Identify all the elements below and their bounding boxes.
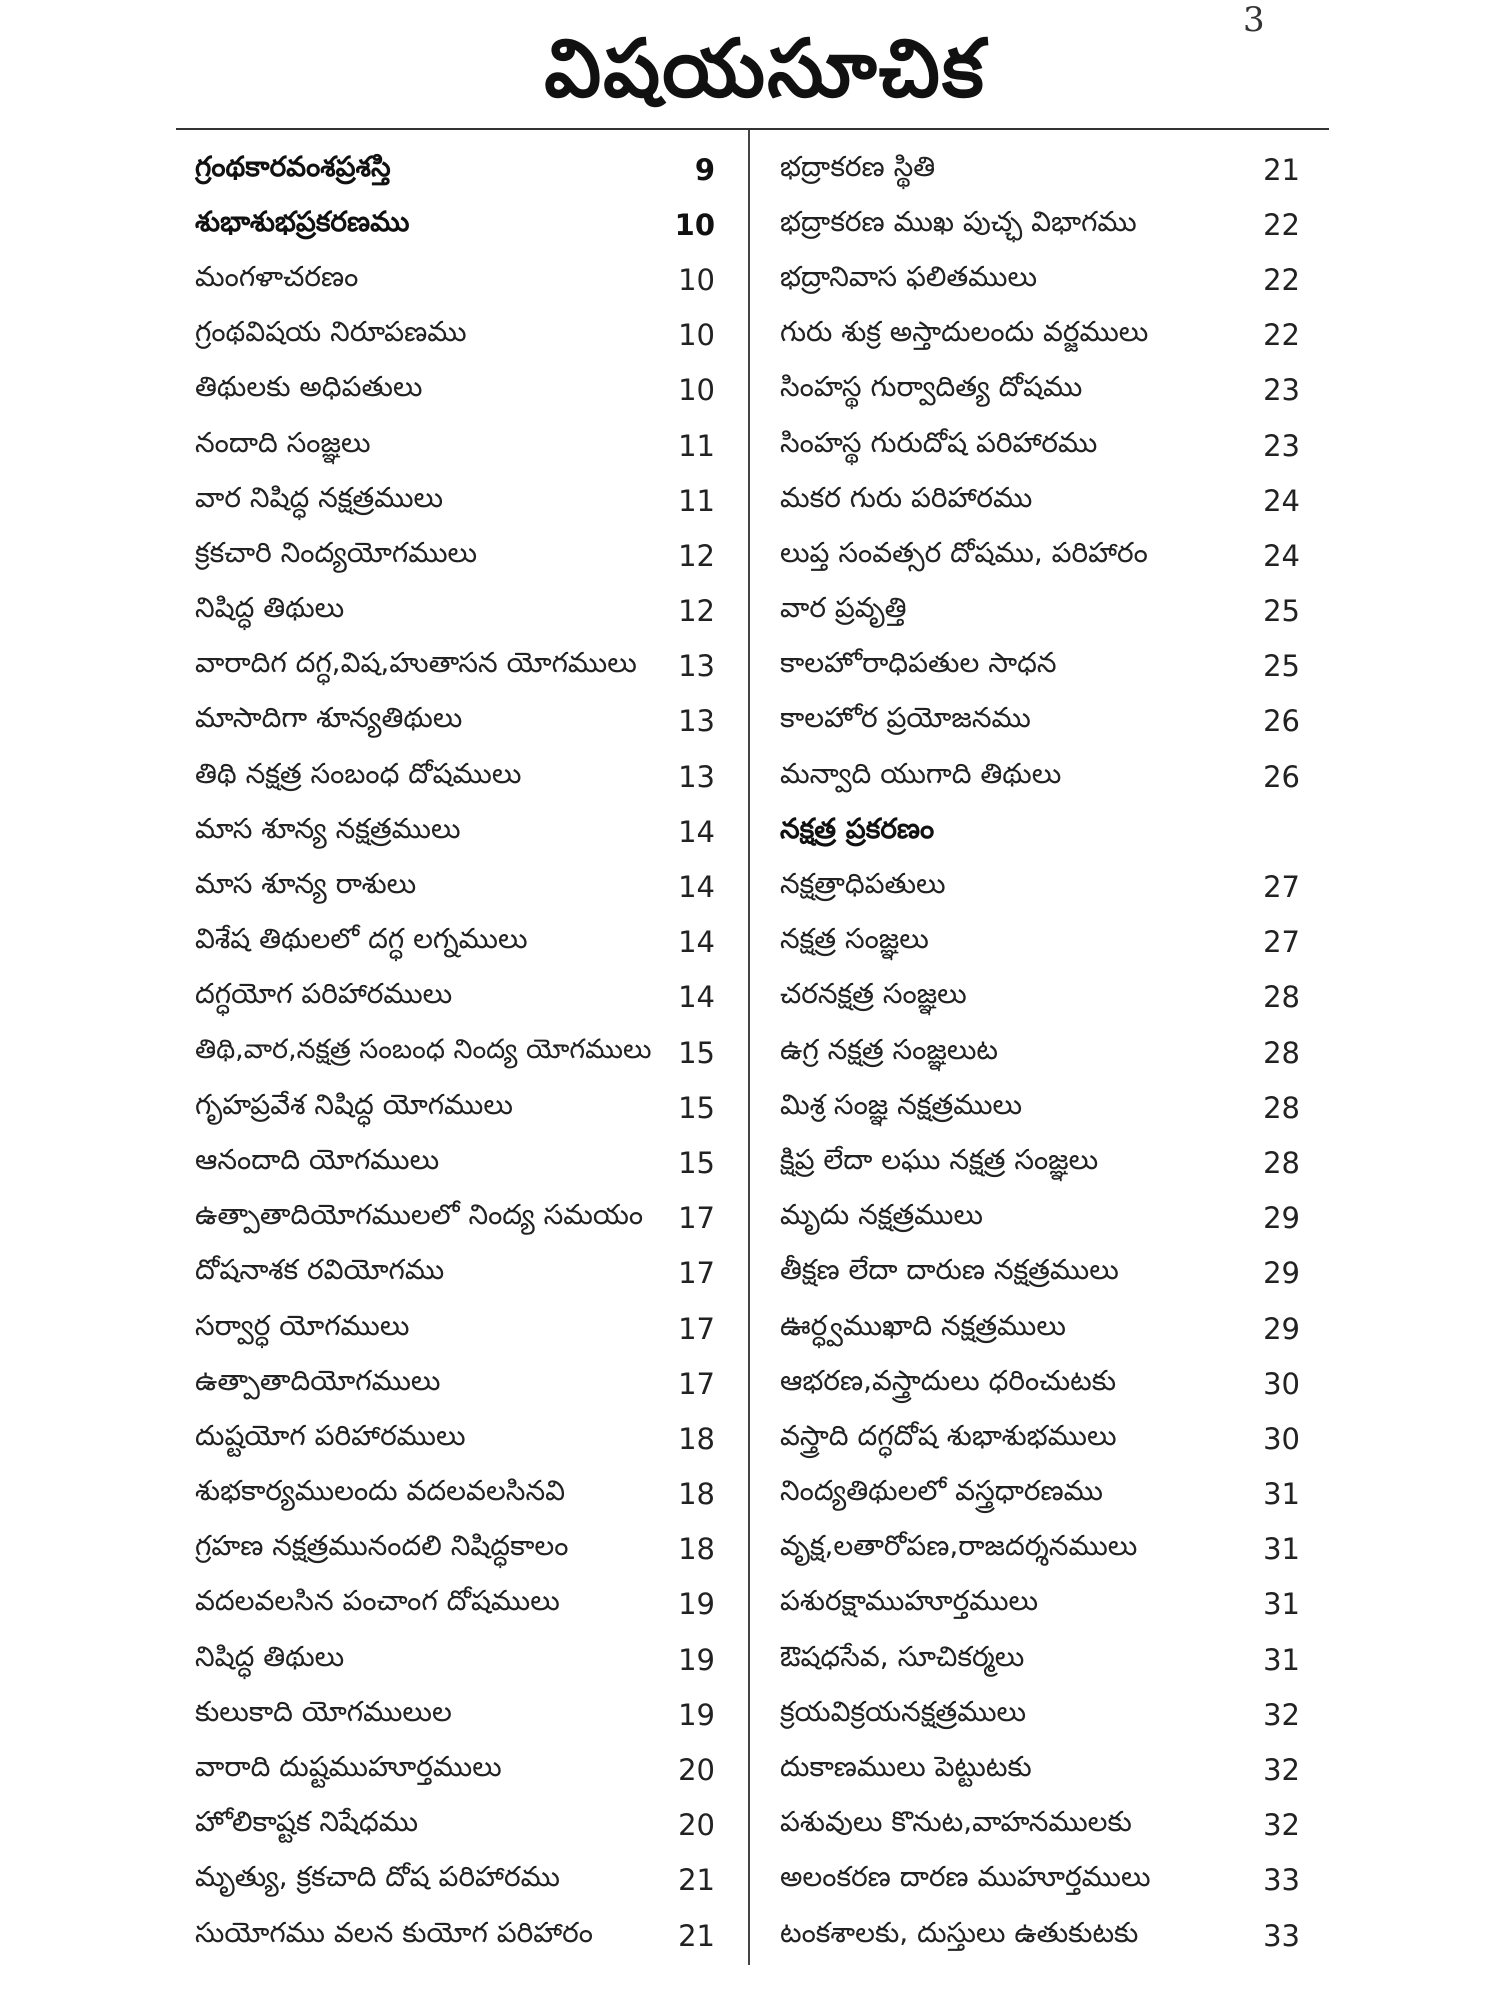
toc-entry [195,308,715,363]
toc-entry [780,252,1300,307]
toc-entry-title: లుప్త సంవత్సర దోషము, పరిహారం [780,535,1148,569]
toc-entry-page: 32 [1263,1697,1300,1732]
toc-entry-title: సింహస్థ గురుదోష పరిహారము [780,425,1098,459]
toc-entry-page: 23 [1263,373,1300,408]
toc-entry [195,528,715,583]
toc-entry-title: మాసాదిగా శూన్యతిథులు [195,701,463,735]
toc-entry-page: 25 [1263,649,1300,684]
toc-entry-title: వదలవలసిన పంచాంగ దోషములు [195,1584,560,1618]
toc-entry [780,1853,1300,1908]
toc-entry-page: 17 [678,1201,715,1236]
toc-entry-page: 22 [1263,207,1300,242]
toc-entry [780,1246,1300,1301]
toc-entry-page: 10 [678,318,715,353]
toc-entry-title: గ్రంథకారవంశప్రశస్తి [195,149,391,183]
toc-entry-title: మృదు నక్షత్రములు [780,1198,983,1232]
toc-entry [195,1522,715,1577]
toc-entry-page: 21 [1263,152,1300,187]
toc-entry-title: మకర గురు పరిహారము [780,480,1033,514]
toc-entry-title: నక్షత్ర ప్రకరణం [780,811,935,845]
toc-entry-title: సర్వార్ధ యోగములు [195,1308,410,1342]
toc-entry-page: 17 [678,1366,715,1401]
toc-entry-page: 28 [1263,1090,1300,1125]
toc-entry [195,1080,715,1135]
page-title: విషయసూచిక [544,22,986,115]
toc-entry [780,473,1300,528]
toc-entry-page: 12 [678,594,715,629]
toc-entry-title: కాలహోరాధిపతుల సాధన [780,646,1057,680]
toc-entry [195,804,715,859]
toc-entry [195,639,715,694]
toc-entry [780,1080,1300,1135]
toc-entry-page: 33 [1263,1918,1300,1953]
toc-entry [195,1632,715,1687]
toc-entry-page: 21 [678,1863,715,1898]
toc-entry-title: టంకశాలకు, దుస్తులు ఉతుకుటకు [780,1915,1139,1949]
toc-entry-title: కాలహోర ప్రయోజనము [780,701,1031,735]
toc-entry [195,859,715,914]
toc-entry [195,970,715,1025]
toc-entry-page: 14 [678,870,715,905]
toc-entry-title: నక్షత్ర సంజ్ఞలు [780,922,929,956]
toc-entry [780,1577,1300,1632]
toc-entry-page: 10 [678,373,715,408]
toc-entry [780,915,1300,970]
toc-entry-page: 13 [678,704,715,739]
toc-entry-page: 19 [678,1587,715,1622]
toc-entry-page: 31 [1263,1532,1300,1567]
toc-entry-page: 22 [1263,262,1300,297]
toc-entry-page: 11 [678,428,715,463]
toc-section-heading [195,142,715,197]
toc-entry-page: 22 [1263,318,1300,353]
toc-entry [195,1467,715,1522]
toc-entry-title: గ్రంథవిషయ నిరూపణము [195,315,467,349]
toc-entry [195,1246,715,1301]
toc-entry [195,1687,715,1742]
toc-entry-page: 25 [1263,594,1300,629]
toc-entry-page: 11 [678,483,715,518]
toc-entry-title: సుయోగము వలన కుయోగ పరిహారం [195,1915,593,1949]
toc-entry-title: దుష్టయోగ పరిహారములు [195,1418,466,1452]
toc-entry [195,1742,715,1797]
toc-entry-title: దోషనాశక రవియోగము [195,1253,445,1287]
toc-entry-page: 15 [678,1145,715,1180]
toc-entry-title: తిథి,వార,నక్షత్ర సంబంధ నింద్య యోగములు [195,1033,652,1065]
toc-entry-title: సింహస్థ గుర్వాదిత్య దోషము [780,370,1083,404]
toc-entry [780,1522,1300,1577]
toc-entry [780,363,1300,418]
toc-right-column [780,142,1300,1963]
toc-entry-title: వార నిషిద్ధ నక్షత్రములు [195,480,444,514]
toc-entry-page: 12 [678,538,715,573]
toc-entry-page: 23 [1263,428,1300,463]
toc-entry [195,584,715,639]
toc-entry [780,1191,1300,1246]
toc-entry [780,584,1300,639]
toc-entry-title: క్రయవిక్రయనక్షత్రములు [780,1694,1027,1728]
toc-entry-title: మిశ్ర సంజ్ఞ నక్షత్రములు [780,1087,1023,1121]
toc-entry [195,1908,715,1963]
toc-entry-page: 28 [1263,1145,1300,1180]
toc-entry [195,363,715,418]
toc-entry [195,1025,715,1080]
toc-entry-page: 21 [678,1918,715,1953]
toc-entry-page: 32 [1263,1753,1300,1788]
toc-entry [780,1632,1300,1687]
toc-entry [195,694,715,749]
toc-entry [780,142,1300,197]
toc-entry [195,1191,715,1246]
toc-entry-page: 14 [678,814,715,849]
toc-entry [195,1798,715,1853]
toc-entry [195,1135,715,1190]
toc-entry-title: నిషిద్ధ తిథులు [195,1639,345,1673]
toc-entry-page: 33 [1263,1863,1300,1898]
toc-entry-page: 29 [1263,1311,1300,1346]
toc-entry-page: 13 [678,759,715,794]
toc-entry-title: మాస శూన్య నక్షత్రములు [195,811,461,845]
toc-entry-title: గురు శుక్ర అస్తాదులందు వర్జములు [780,315,1149,349]
toc-entry [780,859,1300,914]
toc-entry-page: 19 [678,1697,715,1732]
toc-entry-page: 18 [678,1477,715,1512]
toc-entry-title: భద్రానివాస ఫలితములు [780,259,1038,293]
toc-entry-page: 30 [1263,1421,1300,1456]
toc-entry-title: వార ప్రవృత్తి [780,591,907,625]
toc-left-column [195,142,715,1963]
toc-entry-page: 15 [678,1090,715,1125]
toc-entry-page: 20 [678,1753,715,1788]
toc-entry-title: విశేష తిథులలో దగ్ధ లగ్నములు [195,922,528,956]
toc-entry-title: ఆభరణ,వస్త్రాదులు ధరించుటకు [780,1363,1117,1397]
toc-entry-title: నందాది సంజ్ఞలు [195,425,371,459]
toc-entry [780,197,1300,252]
toc-section-heading [780,804,1300,859]
toc-entry-title: మృత్యు, క్రకచాది దోష పరిహారము [195,1860,560,1894]
header-divider [176,128,1329,130]
column-divider [748,130,750,1965]
toc-entry-page: 9 [694,152,715,187]
toc-entry [195,473,715,528]
toc-entry-title: ఉగ్ర నక్షత్ర సంజ్ఞలుట [780,1032,999,1066]
toc-entry-title: వారాది దుష్టముహూర్తములు [195,1750,502,1784]
toc-entry-title: నక్షత్రాధిపతులు [780,867,946,901]
toc-entry [195,749,715,804]
toc-entry-page: 13 [678,649,715,684]
toc-entry-title: వారాదిగ దగ్ధ,విష,హుతాసన యోగములు [195,646,637,680]
toc-entry [195,252,715,307]
toc-entry-title: దగ్ధయోగ పరిహారములు [195,977,453,1011]
toc-entry-page: 10 [674,207,715,242]
toc-entry-page: 19 [678,1642,715,1677]
toc-entry [780,694,1300,749]
toc-entry-page: 17 [678,1311,715,1346]
toc-entry-title: మంగళాచరణం [195,259,359,293]
toc-entry-page: 26 [1263,704,1300,739]
toc-entry-page: 31 [1263,1642,1300,1677]
toc-entry-page: 24 [1263,538,1300,573]
toc-entry-page: 29 [1263,1256,1300,1291]
toc-entry-title: నిషిద్ధ తిథులు [195,591,345,625]
toc-entry-page: 24 [1263,483,1300,518]
toc-entry-page: 28 [1263,980,1300,1015]
toc-entry-title: శుభాశుభప్రకరణము [195,204,410,238]
toc-entry-title: ఉత్పాతాదియోగములలో నింద్య సమయం [195,1198,644,1232]
toc-entry [780,1687,1300,1742]
toc-entry [780,1025,1300,1080]
toc-entry [195,915,715,970]
toc-entry [780,418,1300,473]
toc-entry [780,1356,1300,1411]
toc-entry-title: పశురక్షాముహూర్తములు [780,1584,1039,1618]
toc-entry [780,970,1300,1025]
toc-entry-title: క్రకచారి నింద్యయోగములు [195,535,478,569]
toc-entry-title: ఊర్ధ్వముఖాది నక్షత్రములు [780,1308,1066,1342]
toc-entry [780,1908,1300,1963]
toc-entry [195,418,715,473]
toc-entry-title: వృక్ష,లతారోపణ,రాజదర్శనములు [780,1529,1138,1563]
toc-entry-title: ఔషధసేవ, సూచికర్మలు [780,1639,1025,1673]
toc-entry-page: 31 [1263,1587,1300,1622]
toc-entry-title: ఆనందాది యోగములు [195,1142,440,1176]
toc-entry-page: 26 [1263,759,1300,794]
toc-entry-page: 28 [1263,1035,1300,1070]
toc-entry-title: ఉత్పాతాదియోగములు [195,1363,441,1397]
toc-entry-page: 14 [678,925,715,960]
toc-entry-title: అలంకరణ దారణ ముహూర్తములు [780,1860,1151,1894]
toc-entry [195,1853,715,1908]
toc-entry-page: 18 [678,1532,715,1567]
toc-entry [780,1301,1300,1356]
toc-entry-title: చరనక్షత్ర సంజ్ఞలు [780,977,967,1011]
toc-entry-title: క్షిప్ర లేదా లఘు నక్షత్ర సంజ్ఞలు [780,1142,1099,1176]
toc-entry-title: వస్త్రాది దగ్ధదోష శుభాశుభములు [780,1418,1117,1452]
toc-entry-title: గ్రహణ నక్షత్రమునందలి నిషిద్ధకాలం [195,1529,569,1563]
toc-entry-title: తిథి నక్షత్ర సంబంధ దోషములు [195,756,522,790]
toc-entry [780,1798,1300,1853]
toc-entry-title: తీక్షణ లేదా దారుణ నక్షత్రములు [780,1253,1119,1287]
toc-entry-title: హోలికాష్టక నిషేధము [195,1805,419,1839]
toc-entry-title: భద్రాకరణ ముఖ పుచ్ఛ విభాగము [780,204,1137,238]
toc-entry [195,1356,715,1411]
toc-entry-page: 31 [1263,1477,1300,1512]
toc-entry [780,639,1300,694]
toc-entry [780,528,1300,583]
toc-entry-title: భద్రాకరణ స్థితి [780,149,936,183]
toc-entry-title: తిథులకు అధిపతులు [195,370,423,404]
toc-entry-title: మన్వాది యుగాది తిథులు [780,756,1062,790]
toc-entry [195,1411,715,1466]
toc-section-heading [195,197,715,252]
toc-entry-page: 17 [678,1256,715,1291]
toc-entry-page: 27 [1263,925,1300,960]
toc-entry-title: శుభకార్యములందు వదలవలసినవి [195,1474,566,1508]
toc-entry [780,1135,1300,1190]
toc-entry-title: గృహప్రవేశ నిషిద్ధ యోగములు [195,1087,513,1121]
toc-entry-page: 27 [1263,870,1300,905]
toc-entry-title: మాస శూన్య రాశులు [195,867,417,901]
toc-entry [780,749,1300,804]
toc-entry-title: నింద్యతిథులలో వస్త్రధారణము [780,1474,1103,1508]
toc-entry [195,1577,715,1632]
toc-entry-page: 30 [1263,1366,1300,1401]
page-number: 3 [1243,0,1265,40]
toc-entry-title: కులుకాది యోగములుల [195,1694,452,1728]
toc-entry-page: 14 [678,980,715,1015]
toc-entry-page: 10 [678,262,715,297]
toc-entry [780,308,1300,363]
toc-entry-title: దుకాణములు పెట్టుటకు [780,1750,1032,1784]
toc-entry-title: పశువులు కొనుట,వాహనములకు [780,1805,1132,1839]
toc-entry-page: 20 [678,1808,715,1843]
toc-entry [780,1467,1300,1522]
toc-entry [195,1301,715,1356]
toc-entry [780,1411,1300,1466]
toc-entry-page: 32 [1263,1808,1300,1843]
toc-entry-page: 29 [1263,1201,1300,1236]
toc-entry-page: 18 [678,1421,715,1456]
toc-entry [780,1742,1300,1797]
toc-entry-page: 15 [678,1035,715,1070]
